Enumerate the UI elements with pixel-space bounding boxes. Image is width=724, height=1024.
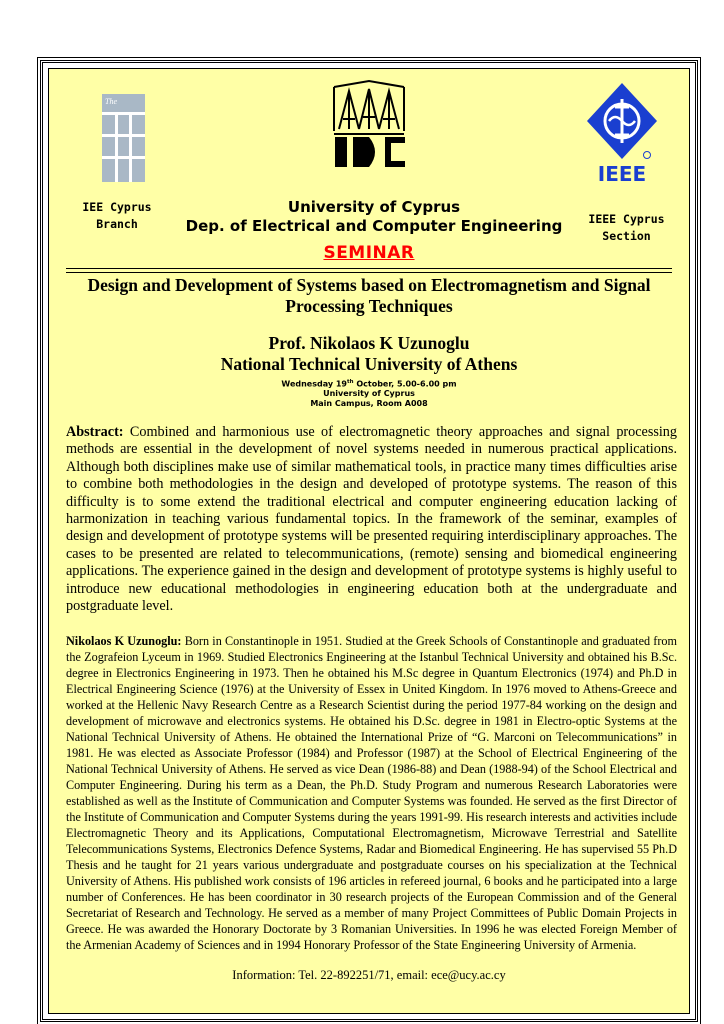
abstract-label: Abstract:: [66, 424, 124, 440]
contact-information: Information: Tel. 22-892251/71, email: ece@ucy.ac.cy: [232, 968, 506, 982]
divider: [66, 272, 672, 273]
university-name: University of Cyprus: [287, 198, 461, 216]
iee-cyprus-branch-label: IEE Cyprus Branch: [82, 200, 152, 231]
bio-label: Nikolaos K Uzunoglu:: [66, 634, 182, 648]
speaker-bio-paragraph: [66, 633, 677, 953]
university-of-cyprus-logo: [329, 79, 409, 169]
seminar-heading: SEMINAR: [323, 243, 415, 263]
department-name: Dep. of Electrical and Computer Engineering: [185, 217, 563, 235]
event-details: [49, 378, 689, 408]
event-room: Main Campus, Room A008: [310, 398, 428, 408]
talk-title: Design and Development of Systems based on Electromagnetism and Signal Processing Techniques: [87, 275, 651, 316]
speaker-affiliation: National Technical University of Athens: [220, 354, 518, 374]
iee-logo-text: The: [105, 97, 117, 106]
speaker-block: [49, 333, 689, 375]
bio-text: Born in Constantinople in 1951. Studied at the Greek Schools of Constantinople and graduated from the Zografeion Lyceum in 1969. Studied Electronics Engineering at the Istanbul Technical University and obtained his B.Sc. degree in Electronics Engineering in 1973. Then he obtained his M.Sc degree in Quantum Electronics (1974) and Ph.D in Electrical Engineering Science (1976) at the University of Essex in United Kingdom. In 1976 moved to Athens-Greece and worked at the Hellenic Navy Research Centre as a Research Scientist during the period 1977-84 working on the design and development of microwave and electronics systems. He obtained his D.Sc. degree in 1981 in Electro-optic Systems at the National Technical University of Athens. He obtained the International Prize of “G. Marconi on Telecommunications” in 1981. He was elected as Associate Professor (1984) and Professor (1987) at the School of Electrical Engineering of the National Technical University of Athens. He served as vice Dean (1986-88) and Dean (1988-94) of the School Electrical and Computer Engineering. During his term as a Dean, the Ph.D. Study Program and numerous Research Laboratories were established as well as the Institute of Communication and Computer Systems was founded. He served as the first Director of the Institute of Communication and Computer Systems during the years 1991-99. His research interests and activities include Electromagnetic Theory and its Applications, Computational Electromagnetism, Microwave Terrestrial and Satellite Telecommunications Systems, Electronics Defence Systems, Radar and Biomedical Engineering. He has supervised 55 Ph.D Thesis and he taught for 21 years various undergraduate and postgraduate courses on his specialization at the Technical University of Athens. His published work consists of 196 articles in refereed journal, 6 books and he participated into a large number of Conferences. He has been coordinator in 30 research projects of the European Commission and of the General Secretariat of Research and Technology. He served as a member of many Project Committees of Public Domain Projects in Greece. He was awarded the Honorary Doctorate by 3 Romanian Universities. In 1996 he was elected Foreign Member of the Armenian Academy of Sciences and in 1994 Honorary Professor of the State Engineering University of Armenia.: [66, 634, 677, 952]
ieee-cyprus-section-label: IEEE Cyprus Section: [588, 212, 665, 243]
ieee-logo-text: IEEE: [597, 162, 647, 185]
abstract-text: Combined and harmonious use of electromagnetic theory approaches and signal processing methods are essential in the development of novel systems needed in numerous practical applications. Although both disciplines make use of similar mathematical tools, in practice many times difficulties arise to combine both methodologies in the design and developed of prototype systems. The reason of this difficulty is to some extend the traditional electrical and computer engineering education lacking of harmonization in teaching various fundamental topics. In the framework of the seminar, examples of design and development of prototype systems will be presented requiring interdisciplinary approaches. The cases to be presented are related to telecommunications, (remote) sensing and biomedical engineering applications. The experience gained in the design and development of prototype systems is highly useful to introduce new educational methodologies in engineering education both at the undergraduate and postgraduate level.: [66, 424, 677, 615]
event-date: Wednesday 19th October, 5.00-6.00 pm: [281, 379, 457, 389]
poster-panel: [48, 68, 690, 1014]
abstract-paragraph: [66, 424, 677, 615]
divider: [66, 268, 672, 269]
seminar-poster: [40, 60, 698, 1022]
speaker-name: Prof. Nikolaos K Uzunoglu: [268, 333, 470, 353]
event-venue: University of Cyprus: [323, 389, 415, 399]
ieee-logo: [585, 81, 660, 185]
iee-logo: [102, 94, 145, 182]
